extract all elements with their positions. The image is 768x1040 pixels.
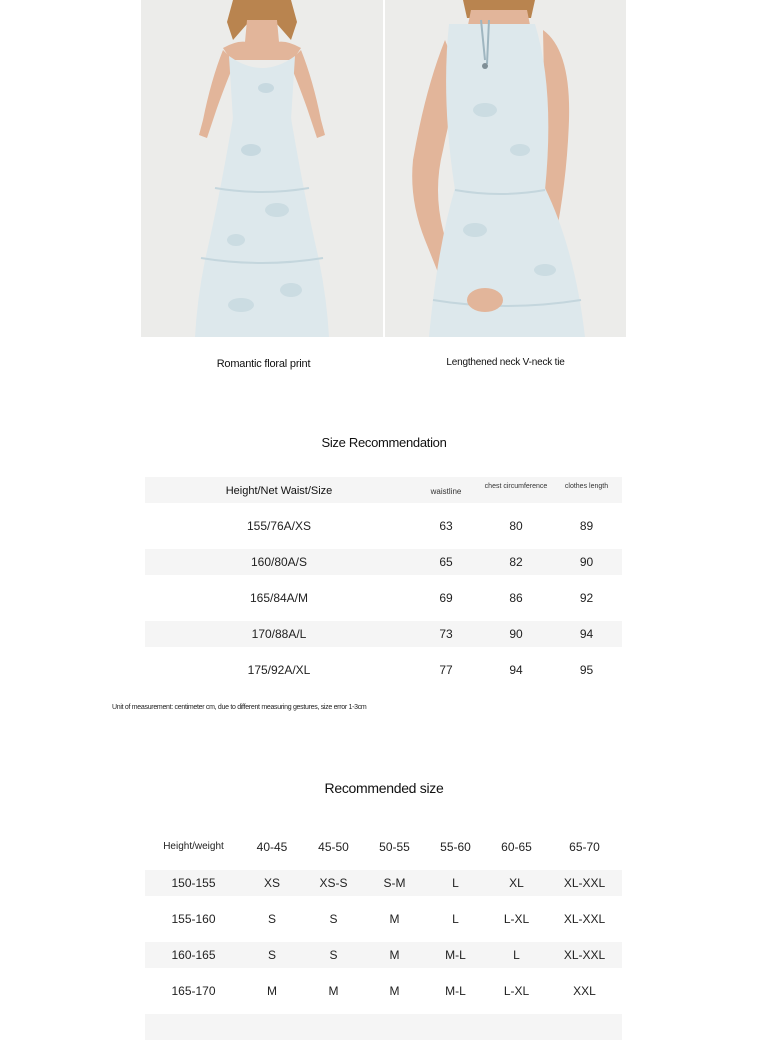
table-cell: M (389, 912, 400, 926)
size-recommendation-title: Size Recommendation (321, 435, 447, 450)
table-cell: S (329, 912, 338, 926)
table-row (145, 621, 622, 647)
table-cell: L (452, 912, 459, 926)
column-header: Height/Net Waist/Size (225, 485, 333, 497)
table-cell: 155-160 (171, 912, 216, 926)
column-header: 40-45 (256, 840, 288, 854)
table-cell: 63 (439, 519, 453, 533)
table-cell: 94 (509, 663, 523, 677)
table-cell: 150-155 (171, 876, 216, 890)
dress-back-photo (385, 0, 626, 337)
table-cell: XL (509, 876, 524, 890)
table-cell: L-XL (503, 912, 530, 926)
dress-front-illustration (141, 0, 383, 337)
table-row (145, 870, 622, 896)
table-cell: 165/84A/M (249, 591, 309, 605)
table-cell: 90 (579, 555, 594, 569)
table-row (145, 513, 622, 539)
table-cell: L (513, 948, 520, 962)
table-row (145, 906, 622, 932)
table-cell: L-XL (503, 984, 530, 998)
table-cell: M (328, 984, 339, 998)
table-cell: 92 (579, 591, 594, 605)
photo-caption-right: Lengthened neck V-neck tie (446, 357, 565, 368)
table-cell: 65 (439, 555, 453, 569)
table-cell: 89 (579, 519, 594, 533)
table-cell: XL-XXL (563, 912, 606, 926)
column-header: 45-50 (318, 840, 349, 854)
table-row (145, 978, 622, 1004)
table-cell: XL-XXL (563, 876, 606, 890)
recommended-size-title: Recommended size (324, 780, 444, 796)
dress-front-photo (141, 0, 383, 337)
table-cell: 165-170 (171, 984, 216, 998)
column-header: 60-65 (501, 840, 532, 854)
table-cell: 77 (439, 663, 453, 677)
dress-back-illustration (385, 0, 626, 337)
table-cell: 82 (509, 555, 523, 569)
table-cell: 170/88A/L (251, 627, 307, 641)
table-cell: XS (263, 876, 280, 890)
table-row (145, 942, 622, 968)
table-cell: M-L (445, 984, 466, 998)
table-cell: M (389, 948, 400, 962)
table-cell: 160-165 (171, 948, 216, 962)
column-header: Height/weight (163, 841, 224, 852)
table-cell: 80 (509, 519, 523, 533)
table-cell: M (389, 984, 400, 998)
table-cell: 73 (439, 627, 453, 641)
table-cell: S (267, 912, 276, 926)
table-cell: M (267, 984, 277, 998)
table-header-row (145, 477, 622, 503)
measurement-footnote: Unit of measurement: centimeter cm, due to different measuring gestures, size error 1-3cm (112, 704, 367, 711)
table-cell: S-M (383, 876, 406, 890)
column-header: chest circumference (484, 483, 548, 490)
column-header: waistline (430, 487, 462, 496)
table-cell: S (329, 948, 338, 962)
table-cell: XS-S (319, 876, 348, 890)
column-header: 65-70 (569, 840, 600, 854)
table-cell: 175/92A/XL (247, 663, 311, 677)
table-cell: XL-XXL (563, 948, 606, 962)
table-row (145, 549, 622, 575)
table-cell: L (452, 876, 459, 890)
column-header: clothes length (564, 483, 609, 490)
table-cell: 160/80A/S (250, 555, 308, 569)
table-header-row (145, 834, 622, 860)
recommended-size-table (145, 834, 622, 1040)
table-cell: 94 (579, 627, 594, 641)
table-row (145, 585, 622, 611)
column-header: 50-55 (379, 840, 410, 854)
table-cell: 95 (579, 663, 594, 677)
table-row-partial (145, 1014, 622, 1040)
column-header: 55-60 (440, 840, 471, 854)
table-row (145, 657, 622, 683)
size-recommendation-table (145, 477, 622, 683)
table-cell: S (267, 948, 276, 962)
table-cell: M-L (445, 948, 466, 962)
table-cell: XXL (573, 984, 596, 998)
table-cell: 155/76A/XS (246, 519, 312, 533)
photo-caption-left: Romantic floral print (216, 358, 311, 370)
table-cell: 90 (509, 627, 523, 641)
table-cell: 86 (509, 591, 523, 605)
table-cell: 69 (439, 591, 453, 605)
